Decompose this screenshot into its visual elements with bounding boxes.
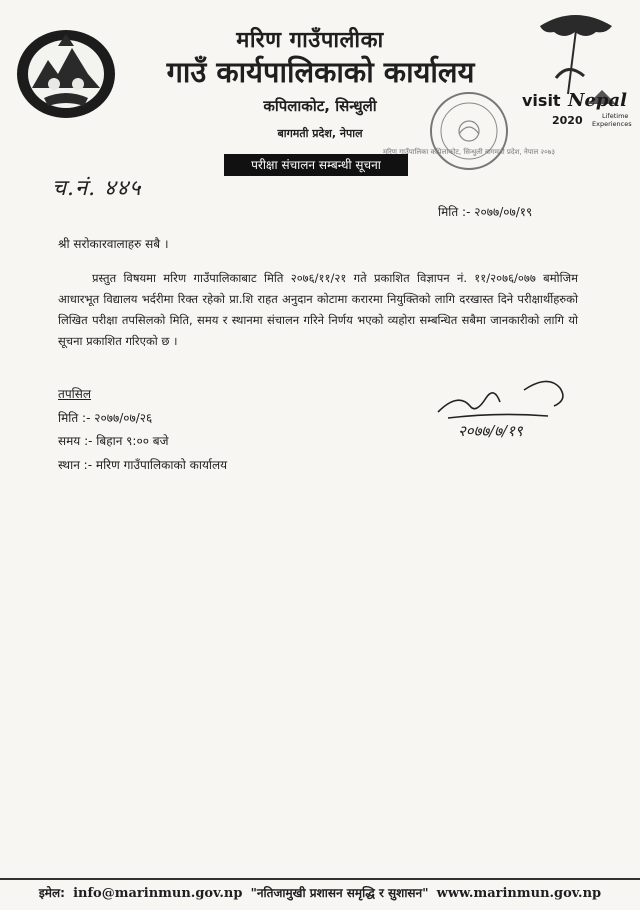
tagline-experiences: Experiences <box>592 120 632 128</box>
signature-date: २०७७/७/१९ <box>458 422 523 440</box>
notice-body: प्रस्तुत विषयमा मरिण गाउँपालिकाबाट मिति २०७६/११/२१ गते प्रकाशित विज्ञापन नं. ११/२०७६/०७७ बमोजिम आधारभूत विद्यालय भर्दरीमा रिक्त रहेको प्रा.शि राहत अनुदान कोटामा करारमा नियुक्तिको लागि दरखास्त दिने परीक्षार्थीहरुको लिखित परीक्षा तपसिलको मिति, समय र स्थानमा संचालन गरिने निर्णय भएको व्यहोरा सम्बन्धित सबैमा जानकारीको लागि यो सूचना प्रकाशित गरिएको छ । <box>58 271 578 348</box>
visit-nepal-2020-logo <box>516 8 634 132</box>
stamp-text: मरिण गाउँपालिका कपिलाकोट, सिन्धुली बागमती प्रदेश, नेपाल २०७३ <box>382 148 556 156</box>
letter-date: मिति :- २०७७/०७/१९ <box>438 205 533 219</box>
visit-word: visit <box>522 91 561 110</box>
slogan: "नतिजामुखी प्रशासन समृद्धि र सुशासन" <box>250 886 429 900</box>
website: www.marinmun.gov.np <box>436 886 602 901</box>
nepal-word: Nepal <box>568 90 627 111</box>
office-address: कपिलाकोट, सिन्धुली <box>263 97 377 115</box>
schedule-value: २०७७/०७/२६ <box>94 411 153 425</box>
schedule-date-row <box>58 409 152 426</box>
schedule-value: मरिण गाउँपालिकाको कार्यालय <box>95 458 228 472</box>
schedule-value: बिहान ९:०० बजे <box>96 434 169 448</box>
email-address: info@marinmun.gov.np <box>73 886 243 901</box>
footer-divider <box>0 878 640 880</box>
schedule-heading: तपसिल <box>58 387 92 401</box>
schedule-label: समय :- <box>58 434 93 448</box>
notice-title-banner: परीक्षा संचालन सम्बन्धी सूचना <box>224 154 408 176</box>
schedule-label: मिति :- <box>58 411 91 425</box>
email-label: इमेल: <box>38 886 65 900</box>
province-address: बागमती प्रदेश, नेपाल <box>277 127 363 140</box>
office-title: गाउँ कार्यपालिकाको कार्यालय <box>166 55 475 89</box>
nepal-emblem-logo <box>14 26 118 120</box>
reference-number: च.नं. ४४५ <box>52 176 142 201</box>
schedule-venue-row <box>58 456 227 473</box>
signature <box>428 372 578 442</box>
tagline-lifetime: Lifetime <box>602 112 629 120</box>
salutation: श्री सरोकारवालाहरु सबै । <box>58 237 169 251</box>
municipality-name: मरिण गाउँपालीका <box>236 28 384 53</box>
schedule-label: स्थान :- <box>58 458 93 472</box>
visit-year: 2020 <box>552 114 583 127</box>
schedule-time-row <box>58 432 169 449</box>
footer <box>0 884 640 901</box>
